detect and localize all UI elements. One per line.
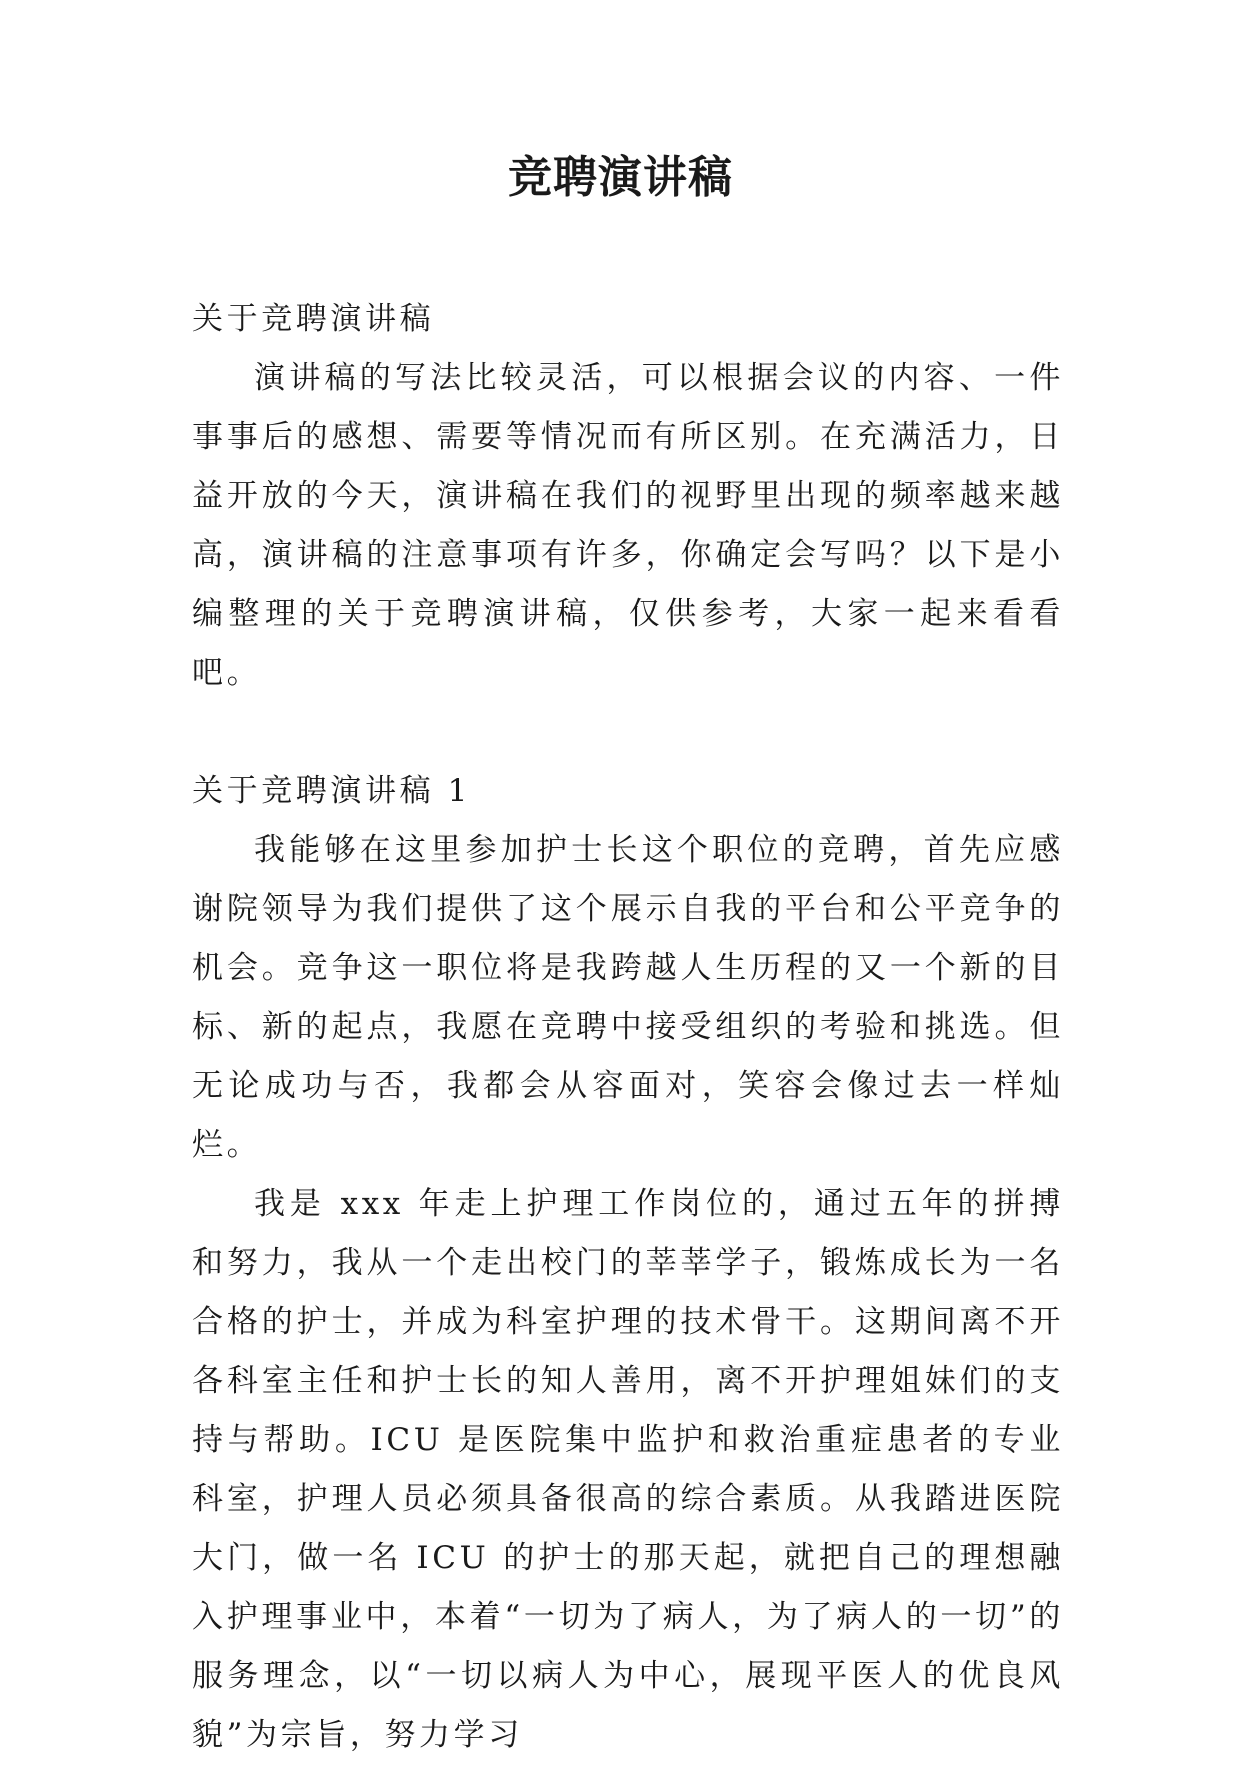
section-spacer	[192, 703, 1064, 762]
document-body	[192, 290, 1064, 1765]
section-1-heading: 关于竞聘演讲稿 1	[192, 773, 471, 809]
document-title: 竞聘演讲稿	[508, 152, 733, 203]
intro-paragraph: 演讲稿的写法比较灵活，可以根据会议的内容、一件事事后的感想、需要等情况而有所区别。在充满活力，日益开放的今天，演讲稿在我们的视野里出现的频率越来越高，演讲稿的注意事项有许多，你确定会写吗？以下是小编整理的关于竞聘演讲稿，仅供参考，大家一起来看看吧。	[192, 360, 1064, 691]
section-1-paragraph: 我能够在这里参加护士长这个职位的竞聘，首先应感谢院领导为我们提供了这个展示自我的平台和公平竞争的机会。竞争这一职位将是我跨越人生历程的又一个新的目标、新的起点，我愿在竞聘中接受组织的考验和挑选。但无论成功与否，我都会从容面对，笑容会像过去一样灿烂。	[192, 832, 1064, 1163]
intro-heading: 关于竞聘演讲稿	[192, 301, 435, 337]
section-1-paragraph: 我是 xxx 年走上护理工作岗位的，通过五年的拼搏和努力，我从一个走出校门的莘莘学子，锻炼成长为一名合格的护士，并成为科室护理的技术骨干。这期间离不开各科室主任和护士长的知人善用，离不开护理姐妹们的支持与帮助。ICU 是医院集中监护和救治重症患者的专业科室，护理人员必须具备很高的综合素质。从我踏进医院大门，做一名 ICU 的护士的那天起，就把自己的理想融入护理事业中，本着“一切为了病人，为了病人的一切”的服务理念，以“一切以病人为中心，展现平医人的优良风貌”为宗旨，努力学习	[192, 1186, 1064, 1753]
